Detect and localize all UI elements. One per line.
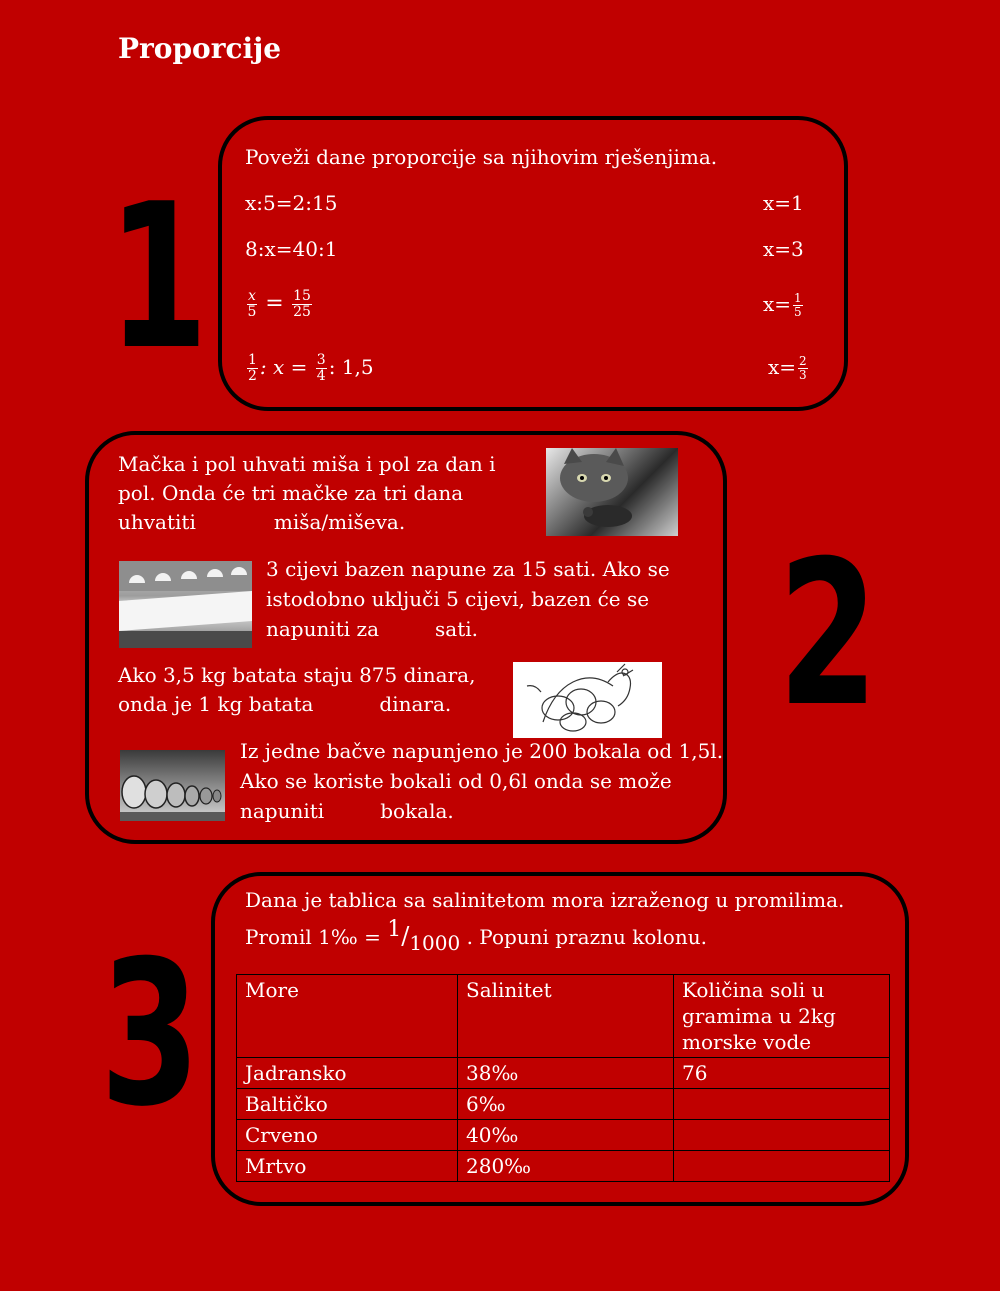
cell-salt-amount[interactable] (674, 1151, 890, 1182)
cell-salinity: 38‰ (458, 1058, 674, 1089)
cell-sea: Baltičko (237, 1089, 458, 1120)
cell-salinity: 280‰ (458, 1151, 674, 1182)
solution-1: x=1 (763, 191, 804, 215)
problem-potatoes-line1: Ako 3,5 kg batata staju 875 dinara, (118, 663, 476, 687)
section-number-2: 2 (778, 518, 879, 751)
table-row (237, 1120, 890, 1151)
solution-4: x= $\frac{2}{3}$ (768, 354, 807, 382)
cell-salt-amount[interactable] (674, 1089, 890, 1120)
section-number-3: 3 (100, 918, 201, 1151)
section3-line2: Promil 1‰ = 1/1000 . Popuni praznu kolonu. (245, 917, 707, 955)
cell-sea: Crveno (237, 1120, 458, 1151)
problem-cats-line2: pol. Onda će tri mačke za tri dana (118, 481, 464, 505)
potatoes-illustration (513, 662, 662, 738)
problem-barrels-line3: napuniti bokala. (240, 799, 454, 823)
page-title: Proporcije (118, 32, 282, 65)
problem-potatoes-line2: onda je 1 kg batata dinara. (118, 692, 452, 716)
table-header-row (237, 975, 890, 1058)
table-row (237, 1151, 890, 1182)
barrels-photo (120, 750, 225, 821)
section3-line1: Dana je tablica sa salinitetom mora izraženog u promilima. (245, 888, 845, 912)
equation-1: x:5=2:15 (245, 191, 338, 215)
header-kolicina: Količina soli u gramima u 2kg morske vode (674, 975, 890, 1058)
header-more: More (237, 975, 458, 1058)
section1-instruction: Poveži dane proporcije sa njihovim rješenjima. (245, 145, 718, 169)
equation-2: 8:x=40:1 (245, 237, 338, 261)
equation-4: $\frac{1}{2}$ : x = $\frac{3}{4}$ : 1,5 (248, 352, 374, 384)
problem-pool-line3: napuniti za sati. (266, 617, 479, 641)
problem-cats-line1: Mačka i pol uhvati miša i pol za dan i (118, 452, 496, 476)
solution-3: x= $\frac{1}{5}$ (763, 291, 802, 319)
problem-pool-line2: istodobno uključi 5 cijevi, bazen će se (266, 587, 650, 611)
salinity-table (236, 974, 890, 1182)
cell-salt-amount[interactable]: 76 (674, 1058, 890, 1089)
problem-cats-line3: uhvatiti miša/miševa. (118, 510, 406, 534)
cell-salt-amount[interactable] (674, 1120, 890, 1151)
header-salinitet: Salinitet (458, 975, 674, 1058)
problem-barrels-line2: Ako se koriste bokali od 0,6l onda se može (240, 769, 672, 793)
cat-mouse-photo (546, 448, 678, 536)
section-number-1: 1 (108, 161, 209, 394)
cell-salinity: 40‰ (458, 1120, 674, 1151)
pool-photo (119, 561, 252, 648)
cell-salinity: 6‰ (458, 1089, 674, 1120)
equation-3: $\frac{x}{5}$ = $\frac{15}{25}$ (247, 288, 311, 320)
solution-2: x=3 (763, 237, 804, 261)
problem-pool-line1: 3 cijevi bazen napune za 15 sati. Ako se (266, 557, 670, 581)
cell-sea: Jadransko (237, 1058, 458, 1089)
cell-sea: Mrtvo (237, 1151, 458, 1182)
problem-barrels-line1: Iz jedne bačve napunjeno je 200 bokala od 1,5l. (240, 739, 724, 763)
table-row (237, 1058, 890, 1089)
table-row (237, 1089, 890, 1120)
